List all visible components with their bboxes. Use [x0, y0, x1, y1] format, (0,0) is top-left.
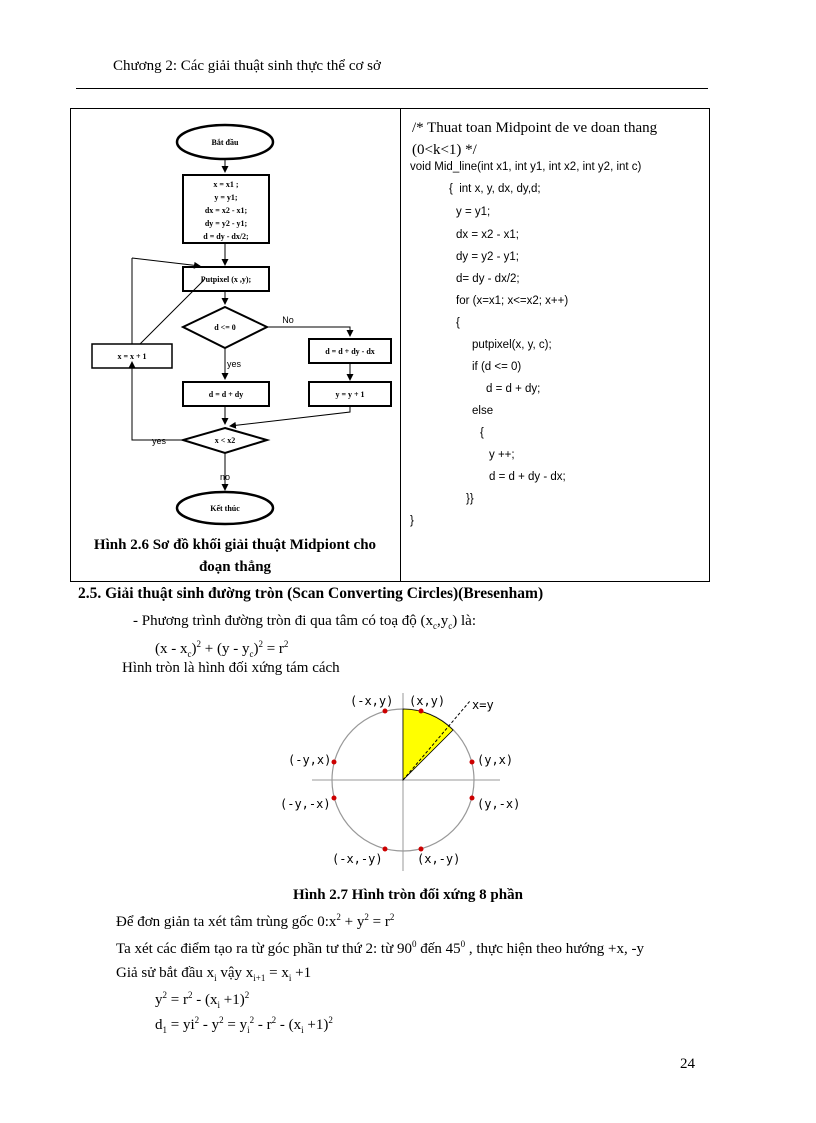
sup: 2 — [364, 912, 369, 922]
sup: 2 — [162, 990, 167, 1000]
code-line: y ++; — [489, 449, 515, 461]
sub: i — [301, 1025, 304, 1035]
sup: 2 — [194, 1015, 200, 1025]
text-part: + y — [340, 914, 365, 930]
math-line-3 — [116, 965, 311, 983]
sup: 2 — [249, 1015, 255, 1025]
point-neg-y-neg-x — [332, 796, 337, 801]
sup: 2 — [196, 639, 201, 649]
text-part: ) — [253, 641, 259, 657]
text-part: +1 — [291, 965, 312, 981]
code-line: putpixel(x, y, c); — [472, 339, 552, 351]
sup: 2 — [244, 990, 250, 1000]
code-line: if (d <= 0) — [472, 361, 522, 373]
sub: i — [217, 1000, 220, 1010]
math-line-4 — [155, 990, 249, 1010]
code-line: } — [410, 515, 414, 527]
code-line: else — [472, 405, 494, 417]
point-y-neg-x — [470, 796, 475, 801]
figure-2-6-caption — [72, 534, 398, 578]
code-line: d= dy - dx/2; — [456, 273, 520, 285]
label-y-x: (y,x) — [477, 753, 514, 767]
init-line: y = y1; — [214, 193, 238, 202]
section-title: 2.5. Giải thuật sinh đường tròn (Scan Converting Circles)(Bresenham) — [78, 585, 544, 602]
label-x-neg-y: (x,-y) — [417, 852, 461, 866]
text-part: = r — [167, 992, 188, 1008]
start-label: Bắt đầu — [211, 138, 239, 147]
chapter-header: Chương 2: Các giải thuật sinh thực thể cơ sở — [113, 58, 381, 74]
sup: 2 — [187, 990, 193, 1000]
yes-loop-label: yes — [151, 436, 167, 446]
octant-sector — [403, 709, 453, 780]
text-part: (x - x — [155, 641, 188, 657]
sup: 2 — [389, 912, 395, 922]
math-line-1 — [116, 912, 394, 931]
label-neg-x-y: (-x,y) — [350, 694, 394, 708]
sup: 2 — [283, 639, 289, 649]
no-exit-label: no — [219, 472, 231, 482]
sup: 2 — [271, 1015, 277, 1025]
code-line: { — [456, 317, 460, 329]
caption-line: Hình 2.6 Sơ đồ khối giải thuật Midpiont cho — [93, 537, 377, 553]
text-part: ) — [191, 641, 197, 657]
x-plus-1-label: x = x + 1 — [117, 352, 147, 361]
text-part: + (y - y — [201, 641, 250, 657]
point-neg-y-x — [332, 760, 337, 765]
table-divider — [400, 108, 401, 582]
init-line: dx = x2 - x1; — [204, 206, 248, 215]
text-part: - Phương trình đường tròn đi qua tâm có toạ độ (x — [133, 613, 433, 629]
sup: 0 — [411, 939, 417, 949]
init-line: x = x1 ; — [213, 180, 239, 189]
code-line: void Mid_line(int x1, int y1, int x2, int y2, int c) — [410, 161, 642, 173]
sup: 2 — [336, 912, 341, 922]
flowchart — [70, 108, 400, 533]
math-line-2 — [116, 939, 644, 958]
code-line: y = y1; — [456, 206, 491, 218]
label-neg-y-x: (-y,x) — [288, 753, 332, 767]
point-neg-x-neg-y — [383, 847, 388, 852]
comment-line: (0<k<1) */ — [412, 142, 477, 158]
d-plus-dy-minus-dx-label: d = d + dy - dx — [325, 347, 375, 356]
text-part: ) là: — [452, 613, 476, 629]
text-part: y — [155, 992, 163, 1008]
sub: c — [448, 621, 453, 631]
putpixel-label: Putpixel (x ,y); — [200, 275, 252, 284]
sub: c — [187, 649, 192, 659]
figure-2-7-caption: Hình 2.7 Hình tròn đối xứng 8 phần — [293, 887, 523, 903]
init-line: dy = y2 - y1; — [204, 219, 248, 228]
text-part: = x — [265, 965, 289, 981]
point-neg-x-y — [383, 709, 388, 714]
symmetry-circle-figure — [270, 683, 540, 873]
sub: 1 — [162, 1025, 167, 1035]
text-part: = r — [262, 641, 284, 657]
cond-d-label: d <= 0 — [214, 323, 236, 332]
code-line: { — [480, 427, 484, 439]
point-x-neg-y — [419, 847, 424, 852]
label-x-y: (x,y) — [409, 694, 446, 708]
text-part: đến 45 — [416, 941, 461, 957]
init-line: d = dy - dx/2; — [203, 232, 249, 241]
text-part: Để đơn giản ta xét tâm trùng gốc 0:x — [116, 914, 337, 930]
header-rule — [76, 88, 708, 89]
comment-line: /* Thuat toan Midpoint de ve doan thang — [412, 120, 658, 136]
text-part: Giả sử bắt đầu x — [116, 965, 215, 981]
symmetry-text: Hình tròn là hình đối xứng tám cách — [122, 660, 340, 676]
code-line: d = d + dy; — [486, 383, 541, 395]
code-line: d = d + dy - dx; — [489, 471, 566, 483]
code-comment — [412, 117, 700, 161]
text-part: - y — [199, 1017, 220, 1033]
code-line: { int x, y, dx, dy,d; — [449, 183, 541, 195]
text-part: - (x — [192, 992, 218, 1008]
text-part: +1) — [219, 992, 245, 1008]
text-part: - (x — [276, 1017, 302, 1033]
code-line: dx = x2 - x1; — [456, 229, 519, 241]
y-plus-1-label: y = y + 1 — [335, 390, 365, 399]
text-part: = y — [223, 1017, 248, 1033]
text-part: ,y — [437, 613, 449, 629]
d-plus-dy-label: d = d + dy — [208, 390, 244, 399]
cond-x-label: x < x2 — [214, 436, 236, 445]
sup: 2 — [258, 639, 263, 649]
sub: i — [288, 973, 292, 983]
text-part: Ta xét các điểm tạo ra từ góc phần tư thứ 2: từ 90 — [116, 941, 412, 957]
label-neg-y-neg-x: (-y,-x) — [280, 797, 331, 811]
label-y-neg-x: (y,-x) — [477, 797, 521, 811]
sub: c — [249, 649, 254, 659]
sub: c — [433, 621, 437, 631]
text-part: - r — [254, 1017, 272, 1033]
sub: i+1 — [253, 973, 266, 983]
text-part: d — [155, 1017, 163, 1033]
text-part: +1) — [303, 1017, 329, 1033]
text-part: , thực hiện theo hướng +x, -y — [465, 941, 645, 957]
circle-equation-intro — [133, 613, 476, 631]
end-label: Kết thúc — [210, 504, 240, 513]
point-y-x — [470, 760, 475, 765]
text-part: vậy x — [216, 965, 254, 981]
sup: 2 — [219, 1015, 224, 1025]
yes-label: yes — [226, 359, 242, 369]
sup: 0 — [460, 939, 466, 949]
text-part: = yi — [167, 1017, 195, 1033]
sub: i — [214, 973, 217, 983]
point-x-y — [419, 709, 424, 714]
sup: 2 — [328, 1015, 333, 1025]
code-line: dy = y2 - y1; — [456, 251, 519, 263]
label-x-eq-y: x=y — [472, 698, 494, 712]
code-line: for (x=x1; x<=x2; x++) — [456, 295, 569, 307]
caption-line: đoạn thẳng — [198, 559, 272, 575]
label-neg-x-neg-y: (-x,-y) — [332, 852, 383, 866]
code-line: }} — [466, 493, 474, 505]
no-label: No — [282, 315, 294, 325]
page-number: 24 — [680, 1056, 695, 1072]
text-part: = r — [368, 914, 390, 930]
sub: i — [247, 1025, 250, 1035]
math-line-5 — [155, 1015, 333, 1035]
circle-equation — [155, 639, 288, 659]
